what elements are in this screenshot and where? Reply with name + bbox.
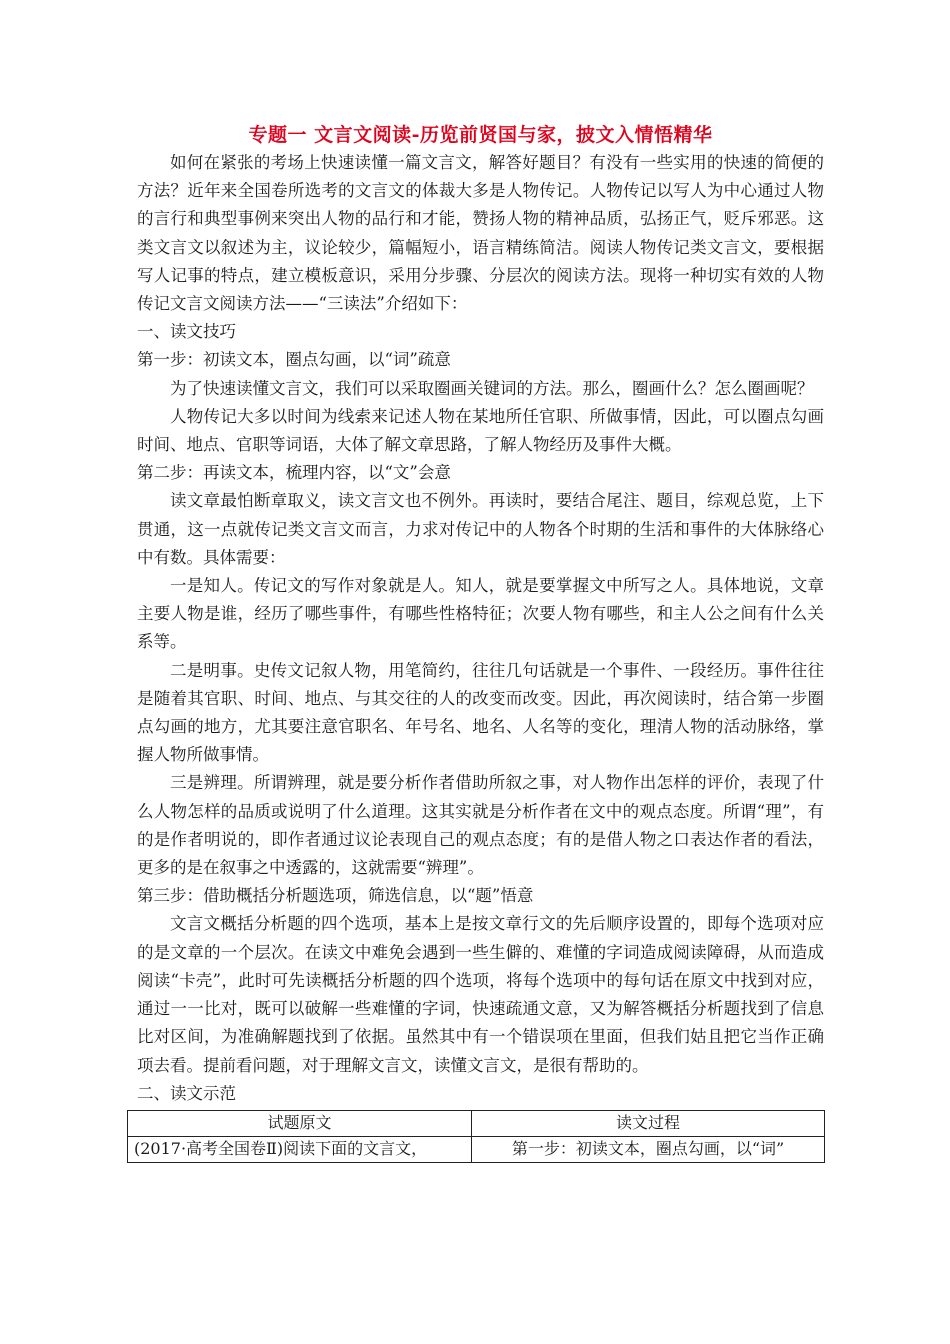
section-heading-reading-skills: 一、读文技巧 <box>137 322 236 342</box>
step2-paragraph-know-person: 一是知人。传记文的写作对象就是人。知人，就是要掌握文中所写之人。具体地说，文章主要人物是谁，经历了哪些事件，有哪些性格特征；次要人物有哪些，和主人公之间有什么关系等。 <box>137 576 824 652</box>
intro-paragraph: 如何在紧张的考场上快速读懂一篇文言文，解答好题目？有没有一些实用的快速的简便的方法？近年来全国卷所选考的文言文的体裁大多是人物传记。人物传记以写人为中心通过人物的言行和典型事例来突出人物的品行和才能，赞扬人物的精神品质，弘扬正气，贬斥邪恶。这类文言文以叙述为主，议论较少，篇幅短小，语言精练简洁。阅读人物传记类文言文，要根据写人记事的特点，建立模板意识，采用分步骤、分层次的阅读方法。现将一种切实有效的人物传记文言文阅读方法——“三读法”介绍如下： <box>137 153 824 314</box>
demo-table <box>127 1110 825 1163</box>
table-header-cell: 试题原文 <box>128 1110 472 1136</box>
table-row <box>128 1136 825 1162</box>
step2-heading: 第二步：再读文本，梳理内容，以“文”会意 <box>137 463 451 483</box>
document-body <box>134 121 824 1163</box>
step2-paragraph-discern-reason: 三是辨理。所谓辨理，就是要分析作者借助所叙之事，对人物作出怎样的评价，表现了什么人物怎样的品质或说明了什么道理。这其实就是分析作者在文中的观点态度。所谓“理”，有的是作者明说的，即作者通过议论表现自己的观点态度；有的是借人物之口表达作者的看法，更多的是在叙事之中透露的，这就需要“辨理”。 <box>137 773 824 878</box>
step2-paragraph-clarify-events: 二是明事。史传文记叙人物，用笔简约，往往几句话就是一个事件、一段经历。事件往往是随着其官职、时间、地点、与其交往的人的改变而改变。因此，再次阅读时，结合第一步圈点勾画的地方，尤其要注意官职名、年号名、地名、人名等的变化，理清人物的活动脉络，掌握人物所做事情。 <box>137 660 824 765</box>
table-cell: 第一步：初读文本，圈点勾画，以“词” <box>472 1136 825 1162</box>
step3-paragraph: 文言文概括分析题的四个选项，基本上是按文章行文的先后顺序设置的，即每个选项对应的是文章的一个层次。在读文中难免会遇到一些生僻的、难懂的字词造成阅读障碍，从而造成阅读“卡壳”，此时可先读概括分析题的四个选项，将每个选项中的每句话在原文中找到对应，通过一一比对，既可以破解一些难懂的字词，快速疏通文意，又为解答概括分析题找到了信息比对区间，为准确解题找到了依据。虽然其中有一个错误项在里面，但我们姑且把它当作正确项去看。提前看问题，对于理解文言文，读懂文言文，是很有帮助的。 <box>137 914 824 1075</box>
step2-paragraph: 读文章最怕断章取义，读文言文也不例外。再读时，要结合尾注、题目，综观总览，上下贯通，这一点就传记类文言文而言，力求对传记中的人物各个时期的生活和事件的大体脉络心中有数。具体需要： <box>137 491 824 567</box>
table-header-row <box>128 1110 825 1136</box>
step1-paragraph: 为了快速读懂文言文，我们可以采取圈画关键词的方法。那么，圈画什么？怎么圈画呢？ <box>170 378 814 398</box>
table-header-cell: 读文过程 <box>472 1110 825 1136</box>
document-title: 专题一 文言文阅读-历览前贤国与家，披文入情悟精华 <box>248 124 713 146</box>
table-cell: (2017·高考全国卷Ⅱ)阅读下面的文言文， <box>128 1136 472 1162</box>
section-heading-reading-demo: 二、读文示范 <box>137 1083 236 1103</box>
step1-heading: 第一步：初读文本，圈点勾画，以“词”疏意 <box>137 350 451 370</box>
step1-paragraph: 人物传记大多以时间为线索来记述人物在某地所任官职、所做事情，因此，可以圈点勾画时间、地点、官职等词语，大体了解文章思路，了解人物经历及事件大概。 <box>137 406 824 455</box>
step3-heading: 第三步：借助概括分析题选项，筛选信息，以“题”悟意 <box>137 886 534 906</box>
